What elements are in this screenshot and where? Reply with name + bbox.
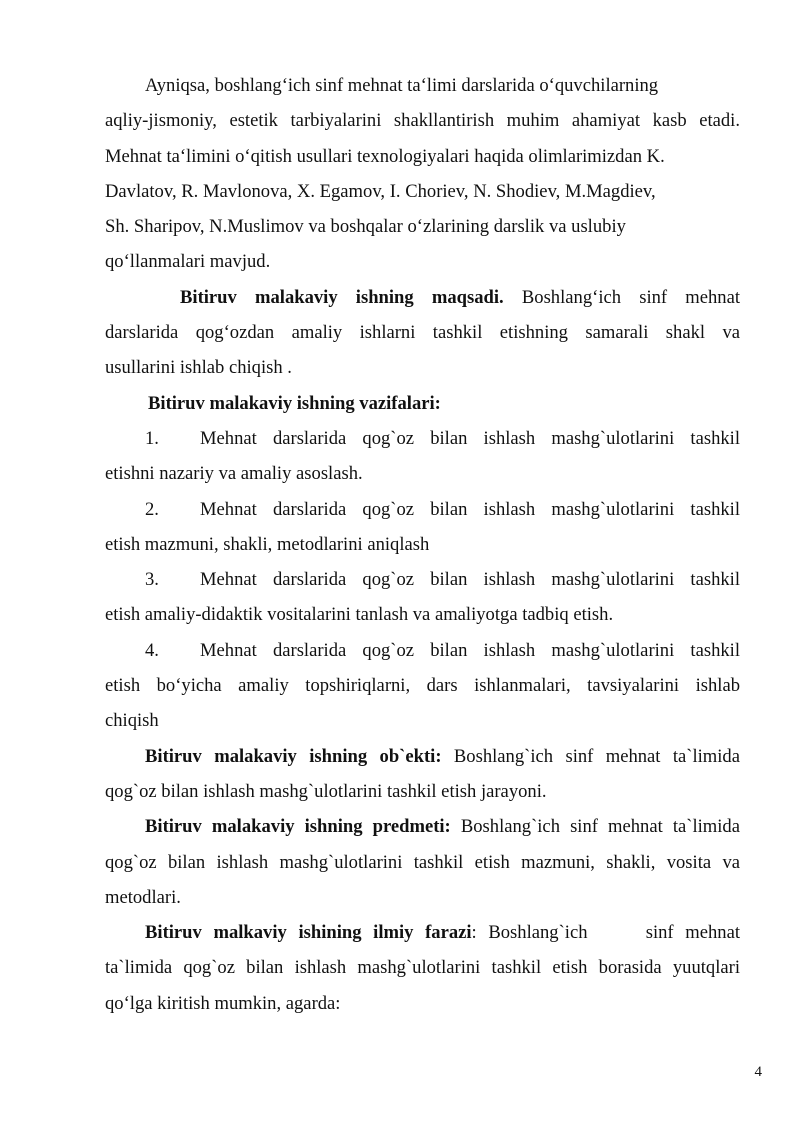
- text-line: qo‘lga kiritish mumkin, agarda:: [105, 992, 341, 1014]
- task-item: [105, 633, 740, 739]
- text-line: aqliy-jismoniy, estetik tarbiyalarini shakllantirish muhim ahamiyat kasb etadi.: [105, 110, 740, 132]
- text-line: [105, 633, 740, 668]
- object-paragraph: [105, 739, 740, 810]
- text-line: Ayniqsa, boshlang‘ich sinf mehnat ta‘limi darslarida o‘quvchilarning: [145, 75, 659, 96]
- task-item: [105, 562, 740, 633]
- text-line: [105, 562, 740, 597]
- text-line: [105, 915, 740, 950]
- hypothesis-text: : Boshlang`ich sinf mehnat: [471, 922, 740, 944]
- task-number: 2.: [145, 498, 159, 520]
- object-label: Bitiruv malakaviy ishning ob`ekti:: [145, 745, 442, 767]
- task-item: [105, 421, 740, 492]
- task-text: Mehnat darslarida qog`oz bilan ishlash mashg`ulotlarini tashkil: [200, 639, 740, 661]
- document-page: [105, 68, 740, 1021]
- text-line: etish amaliy-didaktik vositalarini tanlash va amaliyotga tadbiq etish.: [105, 604, 614, 626]
- task-text: Mehnat darslarida qog`oz bilan ishlash mashg`ulotlarini tashkil: [200, 498, 740, 520]
- text-line: chiqish: [105, 710, 159, 732]
- text-line: etish mazmuni, shakli, metodlarini aniqlash: [105, 533, 430, 555]
- goal-label: Bitiruv malakaviy ishning maqsadi.: [180, 286, 504, 308]
- object-text: Boshlang`ich sinf mehnat ta`limida: [441, 745, 740, 767]
- page-number: 4: [754, 1064, 762, 1080]
- task-item: [105, 492, 740, 563]
- task-number: 4.: [145, 639, 159, 661]
- tasks-heading: [105, 386, 740, 421]
- text-line: metodlari.: [105, 886, 181, 908]
- text-line: etish bo‘yicha amaliy topshiriqlarni, dars ishlanmalari, tavsiyalarini ishlab: [105, 675, 740, 697]
- text-line: ta`limida qog`oz bilan ishlash mashg`ulotlarini tashkil etish borasida yuutqlari: [105, 957, 740, 979]
- subject-label: Bitiruv malakaviy ishning predmeti:: [145, 816, 451, 838]
- text-line: qo‘llanmalari mavjud.: [105, 251, 271, 273]
- text-line: usullarini ishlab chiqish .: [105, 357, 292, 379]
- intro-paragraph: [105, 68, 740, 280]
- text-line: darslarida qog‘ozdan amaliy ishlarni tashkil etishning samarali shakl va: [105, 322, 740, 344]
- text-line: [105, 280, 740, 315]
- text-line: Davlatov, R. Mavlonova, X. Egamov, I. Choriev, N. Shodiev, M.Magdiev,: [105, 180, 656, 202]
- task-number: 3.: [145, 569, 159, 591]
- tasks-heading-text: Bitiruv malakaviy ishning vazifalari:: [148, 392, 441, 414]
- text-line: Sh. Sharipov, N.Muslimov va boshqalar o‘zlarining darslik va uslubiy: [105, 216, 626, 238]
- goal-text: Boshlang‘ich sinf mehnat: [503, 286, 740, 308]
- task-text: Mehnat darslarida qog`oz bilan ishlash mashg`ulotlarini tashkil: [200, 569, 740, 591]
- text-line: [105, 421, 740, 456]
- text-line: qog`oz bilan ishlash mashg`ulotlarini tashkil etish mazmuni, shakli, vosita va: [105, 851, 740, 873]
- text-line: qog`oz bilan ishlash mashg`ulotlarini tashkil etish jarayoni.: [105, 780, 547, 802]
- task-number: 1.: [145, 427, 159, 449]
- text-line: [105, 739, 740, 774]
- text-line: etishni nazariy va amaliy asoslash.: [105, 463, 363, 485]
- tasks-section: [105, 386, 740, 739]
- text-line: [105, 809, 740, 844]
- hypothesis-paragraph: [105, 915, 740, 1021]
- hypothesis-label: Bitiruv malkaviy ishining ilmiy farazi: [145, 922, 472, 944]
- subject-paragraph: [105, 809, 740, 915]
- text-line: [105, 492, 740, 527]
- goal-paragraph: [105, 280, 740, 386]
- task-text: Mehnat darslarida qog`oz bilan ishlash mashg`ulotlarini tashkil: [200, 427, 740, 449]
- text-line: Mehnat ta‘limini o‘qitish usullari texnologiyalari haqida olimlarimizdan K.: [105, 145, 665, 167]
- subject-text: Boshlang`ich sinf mehnat ta`limida: [450, 816, 740, 838]
